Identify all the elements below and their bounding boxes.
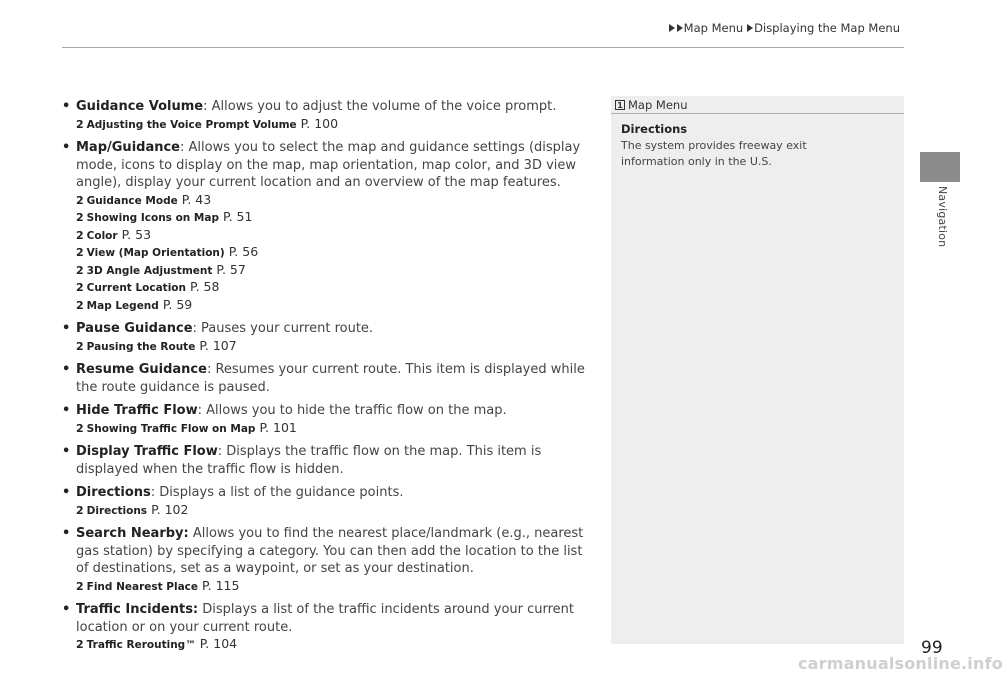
breadcrumb-section[interactable]: Map Menu <box>683 21 744 35</box>
cross-reference-link[interactable] <box>76 192 587 210</box>
reference-page: P. 51 <box>222 209 253 224</box>
reference-label: Find Nearest Place <box>86 580 199 593</box>
reference-label: Pausing the Route <box>86 340 196 353</box>
section-label: Navigation <box>936 186 949 248</box>
menu-item-term: Pause Guidance <box>76 321 193 336</box>
menu-item-description: : Displays the traffic flow on the map. This item is displayed when the traffic flow is hidden. <box>76 444 542 477</box>
menu-item-description: : Allows you to hide the traffic flow on the map. <box>197 403 507 418</box>
bullet-icon: • <box>62 403 71 418</box>
menu-item-text <box>76 484 587 502</box>
section-tab <box>920 152 960 182</box>
menu-item-term: Display Traffic Flow <box>76 444 218 459</box>
menu-item-description: : Displays a list of the guidance points. <box>150 485 404 500</box>
menu-item-term: Directions <box>76 485 151 500</box>
reference-page: P. 104 <box>199 636 238 651</box>
reference-label: Directions <box>86 504 148 517</box>
reference-arrow-icon: 2 <box>76 246 84 259</box>
reference-arrow-icon: 2 <box>76 339 84 353</box>
menu-item-text <box>76 443 587 478</box>
bullet-icon: • <box>62 444 71 459</box>
reference-page: P. 53 <box>121 226 152 242</box>
reference-page: P. 57 <box>216 261 246 277</box>
page-number: 99 <box>921 638 943 658</box>
breadcrumb <box>668 21 903 35</box>
reference-label: Current Location <box>86 282 186 294</box>
reference-arrow-icon: 2 <box>76 421 84 435</box>
reference-page: P. 56 <box>228 244 259 259</box>
cross-reference-link[interactable] <box>76 209 587 227</box>
cross-reference-link[interactable] <box>76 262 587 280</box>
menu-item <box>62 402 587 437</box>
menu-item <box>62 98 587 133</box>
reference-page: P. 115 <box>202 577 240 593</box>
bullet-icon: • <box>62 99 71 114</box>
watermark: carmanualsonline.info <box>798 654 1003 673</box>
bullet-icon: • <box>62 485 71 500</box>
reference-label: Color <box>86 229 118 242</box>
breadcrumb-page: Displaying the Map Menu <box>754 21 900 35</box>
note-body <box>611 114 904 178</box>
reference-arrow-icon: 2 <box>76 228 84 242</box>
reference-arrow-icon: 2 <box>76 281 84 294</box>
menu-item <box>62 320 587 355</box>
bullet-icon: • <box>62 321 71 336</box>
note-badge-icon: 1 <box>615 100 625 110</box>
cross-reference-link[interactable] <box>76 227 587 245</box>
menu-item-text <box>76 361 587 396</box>
menu-item-text <box>76 601 587 636</box>
reference-label: Showing Icons on Map <box>86 212 219 224</box>
menu-item-description: : Allows you to adjust the volume of the voice prompt. <box>203 99 557 114</box>
reference-page: P. 102 <box>151 501 189 517</box>
reference-page: P. 101 <box>259 419 297 435</box>
reference-page: P. 100 <box>300 115 339 131</box>
menu-item-term: Map/Guidance <box>76 140 180 155</box>
bullet-icon: • <box>62 362 71 377</box>
menu-item-text <box>76 320 587 338</box>
reference-label: Traffic Rerouting™ <box>86 639 196 651</box>
menu-item-description: : Allows you to select the map and guidance settings (display mode, icons to display on the map, map orientation, map color, and 3D view angle), display your current location and an overview of the map features. <box>76 140 581 190</box>
reference-label: View (Map Orientation) <box>86 247 225 259</box>
reference-label: 3D Angle Adjustment <box>86 264 213 277</box>
cross-reference-link[interactable] <box>76 502 587 520</box>
menu-item <box>62 361 587 396</box>
reference-arrow-icon: 2 <box>76 117 84 131</box>
cross-reference-link[interactable] <box>76 116 587 134</box>
menu-item <box>62 525 587 595</box>
reference-arrow-icon: 2 <box>76 638 84 651</box>
note-text: The system provides freeway exit information only in the U.S. <box>621 139 807 168</box>
menu-item-description: Allows you to find the nearest place/landmark (e.g., nearest gas station) by specifying a category. You can then add the location to the list of destinations, set as a waypoint, or set as your destination. <box>76 526 584 576</box>
menu-item-description: Displays a list of the traffic incidents around your current location or on your current route. <box>76 602 575 635</box>
menu-item <box>62 484 587 519</box>
cross-reference-link[interactable] <box>76 578 587 596</box>
reference-page: P. 59 <box>162 296 193 312</box>
menu-item-description: : Resumes your current route. This item is displayed while the route guidance is paused. <box>76 362 585 395</box>
reference-label: Showing Traffic Flow on Map <box>86 422 256 435</box>
cross-reference-link[interactable] <box>76 636 587 654</box>
note-header-label: Map Menu <box>628 98 688 112</box>
reference-label: Adjusting the Voice Prompt Volume <box>86 118 297 131</box>
menu-item-text <box>76 98 587 116</box>
menu-item <box>62 601 587 654</box>
menu-item-description: : Pauses your current route. <box>192 321 374 336</box>
menu-item-term: Traffic Incidents: <box>76 602 199 617</box>
reference-arrow-icon: 2 <box>76 298 84 312</box>
breadcrumb-arrow-icon <box>677 24 683 32</box>
breadcrumb-arrow-icon <box>747 24 753 32</box>
cross-reference-link[interactable] <box>76 420 587 438</box>
cross-reference-link[interactable] <box>76 244 587 262</box>
menu-item-term: Guidance Volume <box>76 99 204 114</box>
bullet-icon: • <box>62 140 71 155</box>
reference-arrow-icon: 2 <box>76 193 84 207</box>
menu-item-text <box>76 139 587 192</box>
reference-page: P. 43 <box>181 191 212 207</box>
reference-arrow-icon: 2 <box>76 211 84 224</box>
reference-arrow-icon: 2 <box>76 503 84 517</box>
reference-label: Guidance Mode <box>86 194 178 207</box>
menu-item-term: Hide Traffic Flow <box>76 403 198 418</box>
cross-reference-link[interactable] <box>76 297 587 315</box>
note-box <box>611 96 904 644</box>
menu-item-term: Search Nearby: <box>76 526 189 541</box>
reference-page: P. 107 <box>199 337 237 353</box>
reference-arrow-icon: 2 <box>76 579 84 593</box>
cross-reference-link[interactable] <box>76 279 587 297</box>
breadcrumb-arrow-icon <box>669 24 675 32</box>
bullet-icon: • <box>62 602 71 617</box>
menu-item <box>62 139 587 314</box>
bullet-icon: • <box>62 526 71 541</box>
header-divider <box>62 47 904 48</box>
note-header <box>611 96 904 114</box>
menu-item <box>62 443 587 478</box>
reference-arrow-icon: 2 <box>76 263 84 277</box>
note-title: Directions <box>621 122 688 136</box>
reference-label: Map Legend <box>86 299 159 312</box>
cross-reference-link[interactable] <box>76 338 587 356</box>
menu-item-text <box>76 525 587 578</box>
menu-item-list <box>62 98 587 660</box>
reference-page: P. 58 <box>190 279 220 294</box>
menu-item-term: Resume Guidance <box>76 362 207 377</box>
menu-item-text <box>76 402 587 420</box>
